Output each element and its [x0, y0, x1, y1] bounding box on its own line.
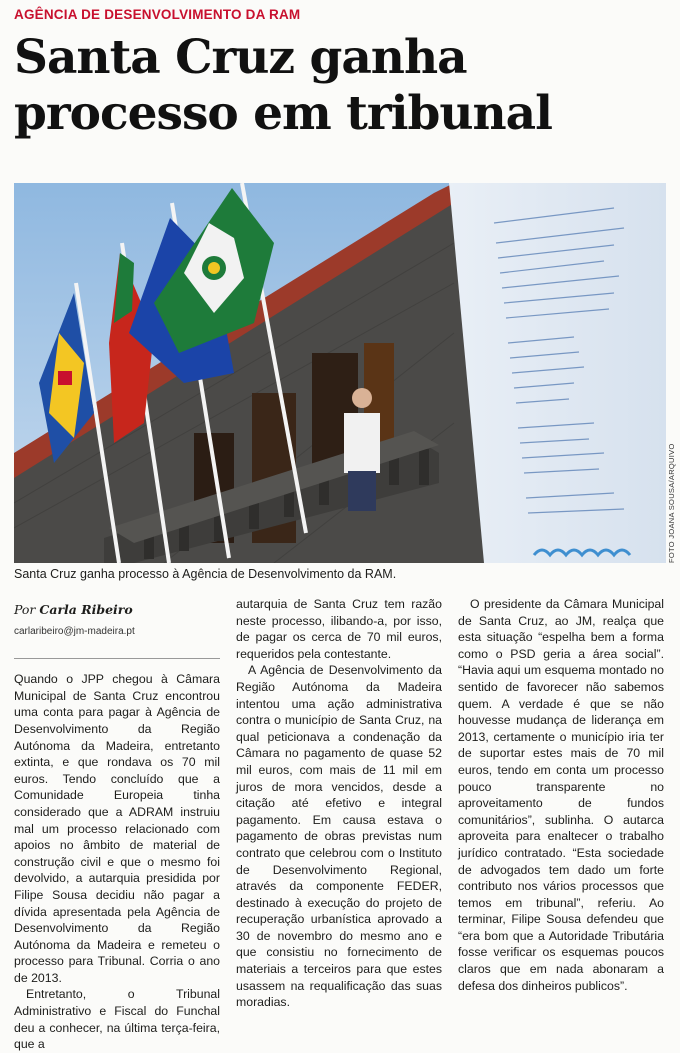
photo-credit: FOTO JOANA SOUSA/ARQUIVO — [667, 443, 676, 563]
paragraph: autarquia de Santa Cruz tem razão neste processo, ilibando-a, por isso, de pagar os cerca de 70 mil euros, requeridos pela contestante. — [236, 597, 442, 661]
article-column-2 — [236, 596, 442, 1011]
article-photo — [14, 183, 666, 563]
paragraph: O presidente da Câmara Municipal de Santa Cruz, ao JM, realça que esta situação “espelha bem a forma como o PSD geria a área social”. “Havia aqui um esquema montado no sentido de favorecer não sabemos quem. A verdade é que se não houvesse mudança de liderança em 2013, certamente o município iria ter de suportar estes mais de 70 mil euros, tendo em conta um processo pouco transparente no aproveitamento de fundos comunitários”, sublinha. O autarca aproveita para enaltecer o trabalho jurídico contratado. “Esta sociedade de advogados tem dado um forte contributo nos vários processos que temos em tribunal”, referiu. Ao terminar, Filipe Sousa defendeu que “era bom que a Autoridade Tributária fosse verificar os esquemas poucos claros que em nada abonaram a defesa dos dinheiros publicos”. — [458, 597, 664, 993]
photo-illustration — [14, 183, 666, 563]
byline-author: Carla Ribeiro — [39, 602, 133, 617]
paragraph: Entretanto, o Tribunal Administrativo e Fiscal do Funchal deu a conhecer, na última terça-feira, que a — [14, 987, 220, 1052]
article-column-3 — [458, 596, 664, 994]
photo-caption: Santa Cruz ganha processo à Agência de Desenvolvimento da RAM. — [14, 567, 397, 581]
paragraph: A Agência de Desenvolvimento da Região Autónoma da Madeira intentou uma ação administrativa contra o município de Santa Cruz, na qual peticionava a condenação da Câmara no pagamento de quase 52 mil euros, com mais de 11 mil em juros de mora vencidos, desde a citação até efetivo e integral pagamento. Em causa estava o pagamento de obras previstas num contrato que celebrou com o Instituto de Desenvolvimento Regional, através da componente FEDER, destinado à execução do projeto de recuperação urbanística aprovado a 30 de novembro do mesmo ano e que consistiu no fornecimento de materiais a terceiros para que estes usassem na requalificação das suas moradias. — [236, 663, 442, 1010]
byline — [14, 602, 220, 619]
article-column-1 — [14, 596, 220, 1053]
section-kicker: AGÊNCIA DE DESENVOLVIMENTO DA RAM — [14, 7, 301, 22]
divider — [14, 658, 220, 659]
author-email[interactable]: carlaribeiro@jm-madeira.pt — [14, 625, 135, 637]
headline: Santa Cruz ganha processo em tribunal — [14, 30, 552, 141]
byline-prefix: Por — [14, 602, 36, 617]
paragraph: Quando o JPP chegou à Câmara Municipal de Santa Cruz encontrou uma conta para pagar à Agência de Desenvolvimento da Região Autónoma da Madeira, entretanto extinta, e que rondava os 70 mil euros. Tendo concluído que a Comunidade Europeia tinha considerado que a ADRAM instruiu mal um processo relacionado com apoios no âmbito de material de construção civil e que o mesmo foi devolvido, a autarquia presidida por Filipe Sousa decidiu não pagar a dívida apresentada pela Agência de Desenvolvimento da Região Autónoma da Madeira e remeteu o processo para Tribunal. Corria o ano de 2013. — [14, 672, 220, 985]
